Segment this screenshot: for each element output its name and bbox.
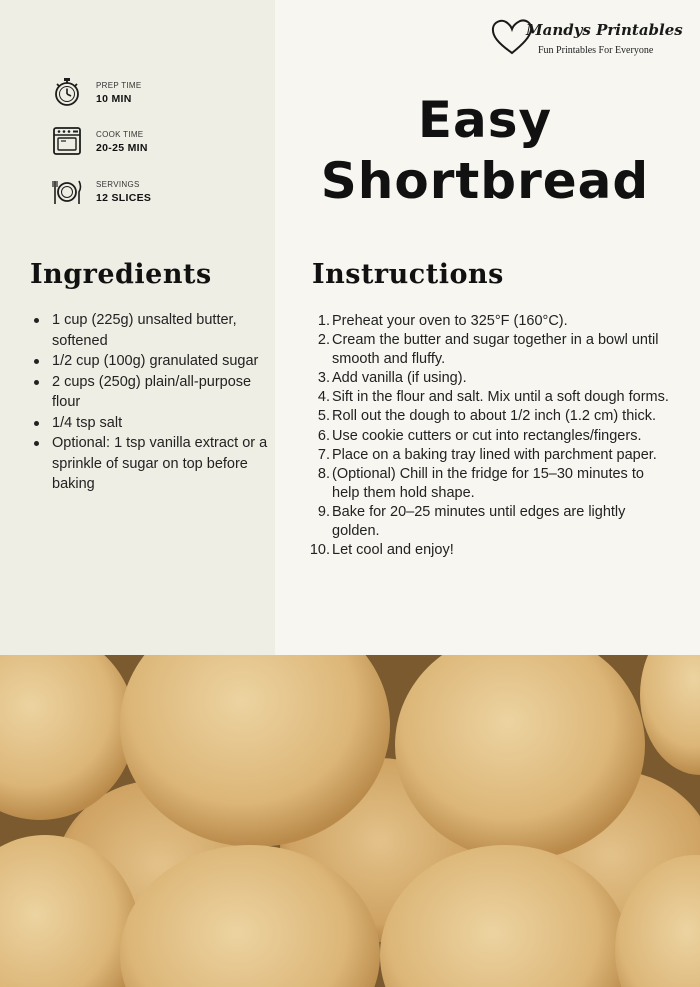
prep-time — [52, 76, 252, 110]
list-item: Optional: 1 tsp vanilla extract or a sprinkle of sugar on top before baking — [52, 433, 277, 495]
list-item — [312, 465, 672, 503]
step-text: Add vanilla (if using). — [332, 370, 467, 387]
brand-tagline: Fun Printables For Everyone — [538, 45, 654, 56]
step-number: 8. — [317, 465, 330, 482]
step-number: 10. — [309, 542, 330, 559]
prep-time-label: PREP TIME — [96, 81, 142, 90]
step-number: 1. — [317, 313, 330, 329]
cook-time — [52, 125, 252, 159]
step-text: Use cookie cutters or cut into rectangles/fingers. — [332, 427, 642, 444]
list-item — [312, 407, 672, 426]
cookies-illustration — [0, 655, 700, 987]
step-text: Cream the butter and sugar together in a bowl until smooth and fluffy. — [332, 332, 659, 368]
step-text: Sift in the flour and salt. Mix until a soft dough forms. — [332, 389, 669, 406]
brand-name: Mandys Printables — [526, 21, 683, 39]
step-text: Roll out the dough to about 1/2 inch (1.2 cm) thick. — [332, 408, 657, 425]
list-item: 2 cups (250g) plain/all-purpose flour — [52, 372, 277, 413]
cook-time-label: COOK TIME — [96, 130, 144, 139]
list-item — [312, 388, 672, 407]
step-text: Place on a baking tray lined with parchment paper. — [332, 446, 657, 463]
shortbread-photo — [0, 655, 700, 987]
title-line-1: Easy — [417, 91, 553, 149]
list-item — [312, 331, 672, 369]
step-number: 9. — [317, 503, 330, 520]
list-item — [312, 369, 672, 388]
list-item — [309, 541, 672, 560]
step-text: (Optional) Chill in the fridge for 15–30 minutes to help them hold shape. — [332, 465, 644, 501]
prep-time-value: 10 MIN — [96, 93, 132, 105]
step-number: 4. — [317, 389, 330, 406]
servings-value: 12 SLICES — [96, 192, 152, 204]
instructions-list — [309, 312, 672, 560]
list-item — [312, 446, 672, 465]
cook-time-value: 20-25 MIN — [96, 142, 148, 154]
list-item: 1/2 cup (100g) granulated sugar — [52, 351, 277, 372]
step-text: Preheat your oven to 325°F (160°C). — [332, 313, 568, 329]
oven-icon — [52, 125, 82, 157]
step-number: 5. — [317, 408, 330, 425]
step-number: 6. — [317, 427, 330, 444]
list-item: 1/4 tsp salt — [52, 413, 277, 434]
step-number: 3. — [317, 370, 330, 387]
list-item — [312, 503, 672, 541]
list-item — [312, 312, 672, 331]
ingredients-list — [30, 310, 277, 495]
ingredients-heading: Ingredients — [30, 259, 212, 290]
step-text: Let cool and enjoy! — [332, 542, 454, 559]
list-item — [312, 427, 672, 446]
servings — [52, 175, 252, 209]
step-number: 2. — [317, 332, 330, 349]
brand-logo — [490, 17, 683, 61]
plate-cutlery-icon — [52, 175, 82, 207]
servings-label: SERVINGS — [96, 180, 140, 189]
step-number: 7. — [317, 446, 330, 463]
recipe-title — [280, 90, 690, 212]
instructions-heading: Instructions — [312, 259, 504, 290]
list-item: 1 cup (225g) unsalted butter, softened — [52, 310, 277, 351]
step-text: Bake for 20–25 minutes until edges are lightly golden. — [332, 503, 626, 540]
title-line-2: Shortbread — [320, 152, 650, 210]
stopwatch-icon — [52, 76, 82, 108]
